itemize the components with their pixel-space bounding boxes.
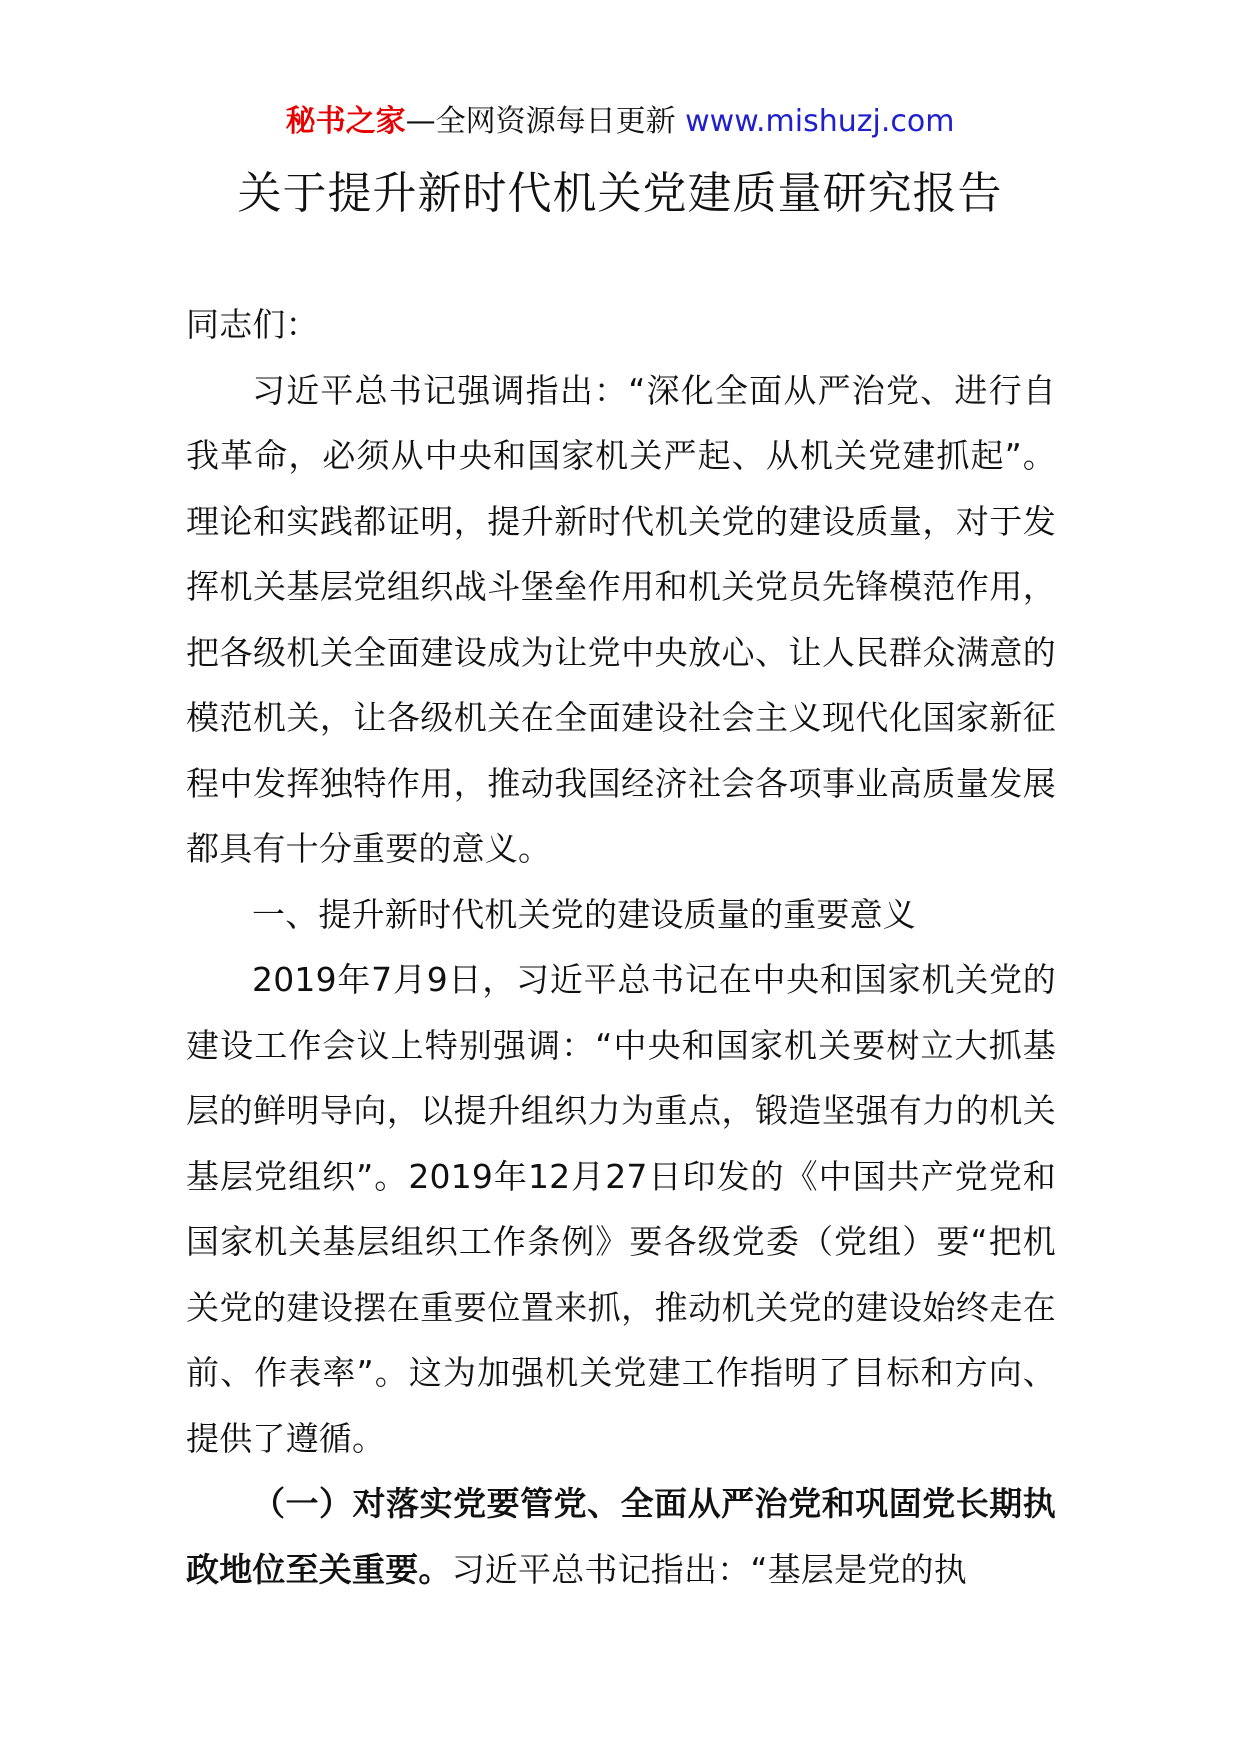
brand-name: 秘书之家 bbox=[285, 104, 406, 139]
site-header bbox=[0, 102, 1240, 142]
subsection-text-1: 习近平总书记指出：“基层是党的执 bbox=[451, 1549, 967, 1589]
header-url-link[interactable]: www.mishuzj.com bbox=[685, 104, 955, 139]
document-title: 关于提升新时代机关党建质量研究报告 bbox=[237, 168, 1003, 219]
paragraph-intro: 习近平总书记强调指出：“深化全面从严治党、进行自我革命，必须从中央和国家机关严起、从机关党建抓起”。理论和实践都证明，提升新时代机关党的建设质量，对于发挥机关基层党组织战斗堡垒作用和机关党员先锋模范作用，把各级机关全面建设成为让党中央放心、让人民群众满意的模范机关，让各级机关在全面建设社会主义现代化国家新征程中发挥独特作用，推动我国经济社会各项事业高质量发展都具有十分重要的意义。 bbox=[186, 370, 1056, 868]
header-tagline: —全网资源每日更新 bbox=[405, 104, 676, 139]
subsection-heading-1: （一）对落实党要管党、全面从严治党和巩固党长期执政地位至关重要。 bbox=[186, 1484, 1056, 1589]
salutation: 同志们： bbox=[186, 305, 319, 344]
paragraph-subsection-1 bbox=[186, 1471, 1056, 1602]
paragraph-section-1: 2019年7月9日，习近平总书记在中央和国家机关党的建设工作会议上特别强调：“中央和国家机关要树立大抓基层的鲜明导向，以提升组织力为重点，锻造坚强有力的机关基层党组织”。2019年12月27日印发的《中国共产党党和国家机关基层组织工作条例》要各级党委（党组）要“把机关党的建设摆在重要位置来抓，推动机关党的建设始终走在前、作表率”。这为加强机关党建工作指明了目标和方向、提供了遵循。 bbox=[186, 960, 1056, 1458]
section-heading-1: 一、提升新时代机关党的建设质量的重要意义 bbox=[252, 894, 916, 934]
document-body bbox=[186, 292, 1056, 1602]
